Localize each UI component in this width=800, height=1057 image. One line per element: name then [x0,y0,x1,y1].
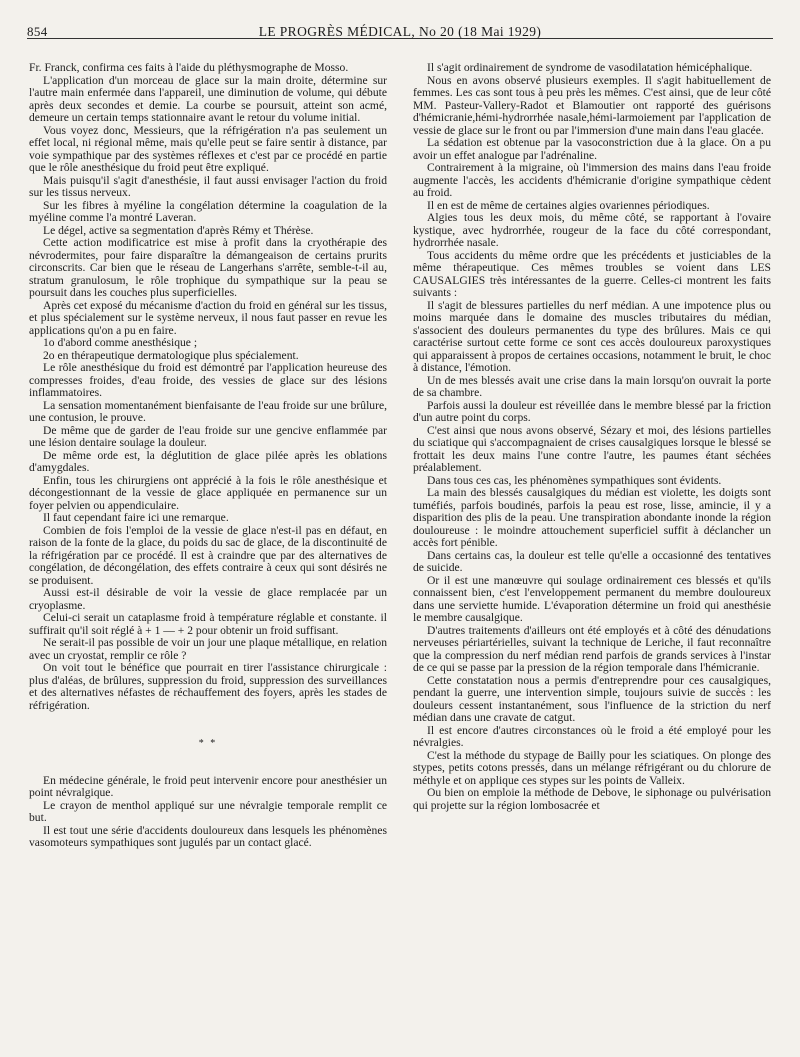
paragraph: C'est ainsi que nous avons observé, Sézary et moi, des lésions partielles du sciatique qui s'accompagnaient de crises causalgiques lorsque le blessé se frottait les deux mains l'une contre l'autre, les paumes étant séchées préalablement. [413,423,771,474]
paragraph: La sédation est obtenue par la vasoconstriction due à la glace. On a pu avoir un effet analogue par l'adrénaline. [413,136,771,162]
paragraph: Ne serait-il pas possible de voir un jour une plaque métallique, en relation avec un cryostat, remplir ce rôle ? [29,636,387,662]
paragraph: Fr. Franck, confirma ces faits à l'aide du pléthysmographe de Mosso. [29,62,349,74]
left-column [29,62,387,1052]
paragraph: Ou bien on emploie la méthode de Debove, le siphonage ou pulvérisation qui projette sur la région lombosacrée et [413,786,771,812]
paragraph: Le crayon de menthol appliqué sur une névralgie temporale remplit ce but. [29,798,387,824]
paragraph: Or il est une manœuvre qui soulage ordinairement ces blessés et qu'ils connaissent bien, c'est l'enveloppement permanent du membre douloureux dans une serviette humide. L'évaporation détermine un froid qui anesthésie le membre causalgique. [413,573,771,624]
paragraph: Contrairement à la migraine, où l'immersion des mains dans l'eau froide augmente l'accès, les accidents d'hémicranie d'origine sympathique cèdent au froid. [413,161,771,199]
paragraph: Mais puisqu'il s'agit d'anesthésie, il faut aussi envisager l'action du froid sur les tissus nerveux. [29,173,387,199]
paragraph: Il est encore d'autres circonstances où le froid a été employé pour les névralgies. [413,723,771,749]
paragraph: Dans certains cas, la douleur est telle qu'elle a occasionné des tentatives de suicide. [413,548,771,574]
paragraph: La main des blessés causalgiques du médian est violette, les doigts sont tuméfiés, parfois boudinés, parfois la peau est rose, lisse, amincie, il y a disparition des plis de la peau. Une transpiration abondante inonde la région douloureuse : le moindre attouchement superficiel suffit à déclancher un accès fort pénible. [413,486,771,549]
paragraph: Cette constatation nous a permis d'entreprendre pour ces causalgiques, pendant la guerre, une intervention simple, toujours suivie de succès : les douleurs cessent instantanément, sous l'influence de la striction du nerf médian dans une cravate de catgut. [413,673,771,724]
paragraph: D'autres traitements d'ailleurs ont été employés et à côté des dénudations nerveuses périartérielles, suivant la technique de Leriche, il faut reconnaître que la compression du nerf médian rend parfois de grands services à l'instar de ce qui se passe par la pression de la région temporale dans l'hémicranie. [413,623,771,674]
paragraph: Il en est de même de certaines algies ovariennes périodiques. [427,198,710,212]
running-head: LE PROGRÈS MÉDICAL, No 20 (18 Mai 1929) [258,24,542,39]
paragraph: Il est tout une série d'accidents douloureux dans lesquels les phénomènes vasomoteurs sympathiques sont jugulés par un contact glacé. [29,823,387,849]
paragraph: En médecine générale, le froid peut intervenir encore pour anesthésier un point névralgique. [29,773,387,799]
paragraph: De même que de garder de l'eau froide sur une gencive enflammée par une lésion dentaire soulage la douleur. [29,423,387,449]
paragraph: L'application d'un morceau de glace sur la main droite, détermine sur l'autre main enfermée dans l'appareil, une diminution de volume, qui débute après deux secondes et demie. La courbe se poursuit, atteint son acmé, demeure un certain temps stationnaire avant le retour du volume initial. [29,73,387,124]
right-column [413,62,771,1052]
paragraph: Il faut cependant faire ici une remarque. [43,511,229,524]
paragraph: Il s'agit ordinairement de syndrome de vasodilatation hémicéphalique. [427,62,753,74]
paragraph: De même orde est, la déglutition de glace pilée après les oblations d'amygdales. [29,448,387,474]
paragraph: Après cet exposé du mécanisme d'action du froid en général sur les tissus, et plus spécialement sur le système nerveux, il nous faut passer en revue les applications qu'on a pu en faire. [29,298,387,337]
paragraph: Sur les fibres à myéline la congélation détermine la coagulation de la myéline comme l'a montré Laveran. [29,198,387,224]
paragraph: Cette action modificatrice est mise à profit dans la cryothérapie des névrodermites, pour faire disparaître la démangeaison de certains prurits circonscrits. Car bien que le réseau de Langerhans s'arrête, semble-t-il au, stratum granulosum, le rôle trophique du sympathique sur la peau se poursuit dans les couches plus superficielles. [29,236,387,299]
paragraph: Le dégel, active sa segmentation d'après Rémy et Thérèse. [43,223,314,237]
page-header [0,14,800,40]
paragraph: La sensation momentanément bienfaisante de l'eau froide sur une brûlure, une contusion, le prouve. [29,398,387,424]
paragraph: Vous voyez donc, Messieurs, que la réfrigération n'a pas seulement un effet local, ni régional même, mais qu'elle peut se faire sentir à distance, par voie sympathique par des systèmes réflexes et c'est par ce procédé en partie que le rôle anesthésique du froid peut être expliqué. [29,123,387,174]
section-ornament: * * [198,738,218,749]
paragraph: Celui-ci serait un cataplasme froid à température réglable et constante. il suffirait qu'il soit réglé à + 1 — + 2 pour obtenir un froid suffisant. [29,611,387,637]
paragraph: Un de mes blessés avait une crise dans la main lorsqu'on ouvrait la porte de sa chambre. [413,373,771,399]
paragraph: On voit tout le bénéfice que pourrait en tirer l'assistance chirurgicale : plus d'aléas, de brûlures, suppression du froid, suppression des surveillances et des alternatives néfastes de réchauffement des foyers, après les stades de réfrigération. [29,661,387,712]
paragraph: 2o en thérapeutique dermatologique plus spécialement. [43,348,299,362]
paragraph: Parfois aussi la douleur est réveillée dans le membre blessé par la friction d'un autre point du corps. [413,398,771,424]
paragraph: Nous en avons observé plusieurs exemples. Il s'agit habituellement de femmes. Les cas sont tous à peu près les mêmes. C'est ainsi, que de leur côté MM. Pasteur-Vallery-Radot et Blamoutier ont rapporté des guérisons d'hémicranie,hémi-hydrorrhée nasale,hémi-larmoiement par l'application de vessie de glace sur le front ou par l'immersion d'une main dans l'eau glacée. [413,73,771,137]
paragraph: Aussi est-il désirable de voir la vessie de glace remplacée par un cryoplasme. [29,586,387,612]
paragraph: Il s'agit de blessures partielles du nerf médian. A une impotence plus ou moins marquée dans le domaine des muscles tributaires du médian, s'associent des douleurs permanentes du type des brûlures. Mais ce qui caractérise surtout cette forme ce sont ces accès douloureux paroxystiques qui apparaissent à propos de certaines occasions, notamment le bruit, le choc à distance, l'émotion. [413,298,771,374]
page-number: 854 [27,24,48,39]
paragraph: Dans tous ces cas, les phénomènes sympathiques sont évidents. [427,473,722,487]
header-rule [27,38,773,39]
paragraph: Tous accidents du même ordre que les précédents et justiciables de la même thérapeutique. Ces mêmes troubles se voient dans LES CAUSALGIES très intéressantes de la guerre. Celles-ci montrent les faits suivants : [413,248,771,299]
paragraph: Le rôle anesthésique du froid est démontré par l'application heureuse des compresses froides, d'eau froide, des vessies de glace sur des lésions inflammatoires. [29,361,387,399]
paragraph: C'est la méthode du stypage de Bailly pour les sciatiques. On plonge des stypes, petits cotons pressés, dans un mélange réfrigérant ou du chlorure de méthyle et on applique ces stypes sur les points de Valleix. [413,748,771,787]
paragraph: Algies tous les deux mois, du même côté, se rapportant à l'ovaire kystique, avec hydrorrhée, rougeur de la face du côté correspondant, hydrorrhée nasale. [413,211,771,249]
paragraph: Combien de fois l'emploi de la vessie de glace n'est-il pas en défaut, en raison de la fonte de la glace, du poids du sac de glace, de la discontinuité de la réfrigération par ce procédé. Il est à craindre que par des alternatives de congélation, de décongélation, des effets contraire à ceux qui sont désirés ne se produisent. [29,523,387,587]
paragraph: 1o d'abord comme anesthésique ; [43,336,198,349]
paragraph: Enfin, tous les chirurgiens ont apprécié à la fois le rôle anesthésique et décongestionnant de la vessie de glace appliquée en permanence sur un foyer pelvien ou appendiculaire. [29,473,387,512]
